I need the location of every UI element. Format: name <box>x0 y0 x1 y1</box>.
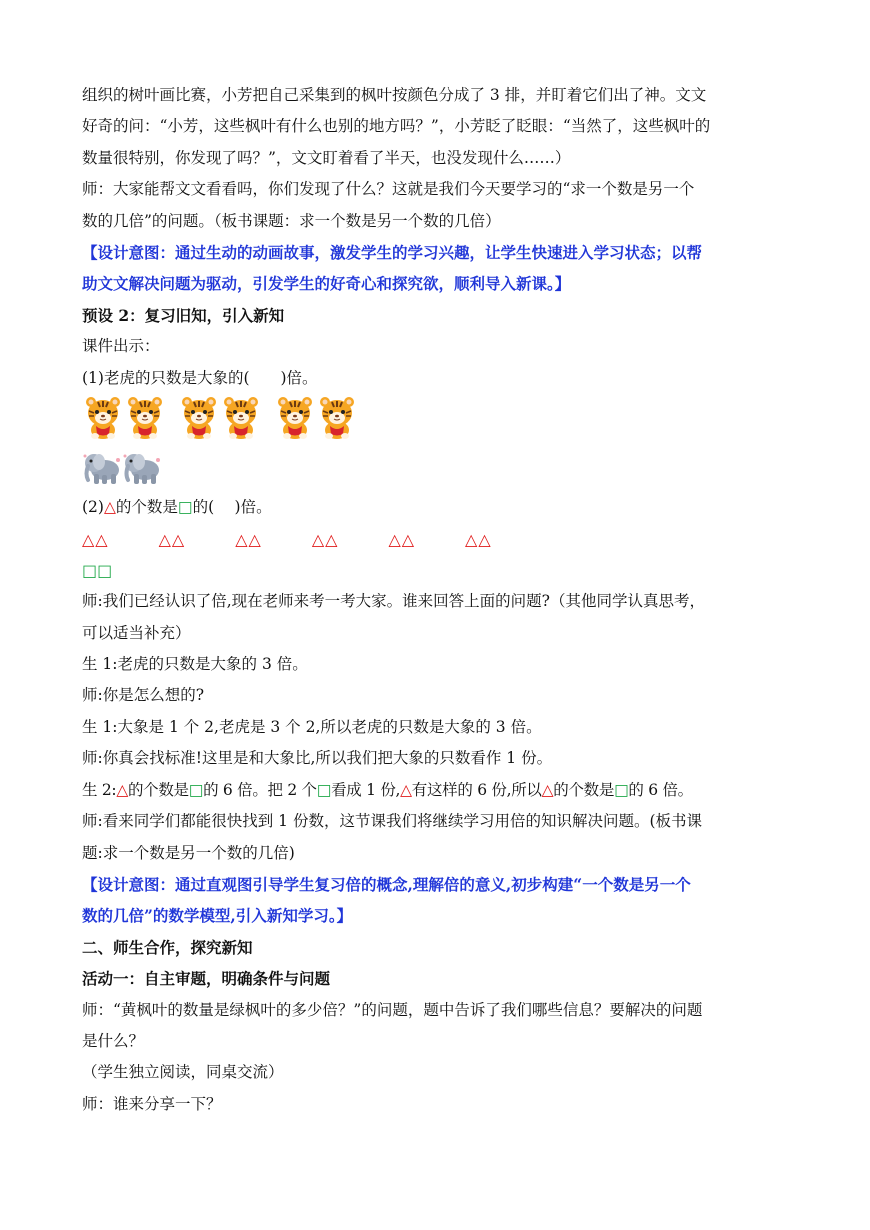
q2-prefix: (2) <box>82 498 104 517</box>
question-2 <box>82 492 794 523</box>
triangle-group: △△ <box>311 529 339 549</box>
elephant-row <box>82 446 794 490</box>
tiger-icon <box>178 396 220 444</box>
s2-part-b: 的个数是 <box>127 780 189 799</box>
triangle-symbol: △ <box>103 498 116 517</box>
preset-2-heading: 预设 2：复习旧知，引入新知 <box>82 305 285 325</box>
elephant-icon <box>122 446 162 490</box>
triangle-symbol: △ <box>400 780 412 799</box>
triangle-group: △△ <box>82 529 109 549</box>
teacher-line-2b: 可以适当补充） <box>82 623 191 642</box>
teacher-line-7: 师：谁来分享一下？ <box>82 1094 222 1113</box>
student-1-answer: 生 1:老虎的只数是大象的 3 倍。 <box>82 655 308 674</box>
triangle-row <box>82 523 794 554</box>
s2-part-d: 看成 1 份, <box>331 780 401 799</box>
question-1: (1)老虎的只数是大象的( )倍。 <box>82 368 318 387</box>
q2-mid: 的个数是 <box>115 498 178 517</box>
elephant-icon <box>82 446 122 490</box>
design-intent-1b: 助文文解决问题为驱动，引发学生的好奇心和探究欲，顺利导入新课。】 <box>82 274 571 294</box>
triangle-symbol: △ <box>541 780 554 799</box>
intro-line-1: 组织的树叶画比赛，小芳把自己采集到的枫叶按颜色分成了 3 排，并盯着它们出了神。文文 <box>82 86 707 104</box>
teacher-line-1a: 师：大家能帮文文看看吗，你们发现了什么？这就是我们今天要学习的“求一个数是另一个 <box>82 180 695 199</box>
design-intent-2a: 【设计意图：通过直观图引导学生复习倍的概念,理解倍的意义,初步构建“一个数是另一个 <box>82 874 691 894</box>
square-symbol: □ <box>316 780 332 799</box>
s2-part-c: 的 6 倍。把 2 个 <box>203 780 317 799</box>
tiger-row <box>82 396 794 444</box>
design-intent-2b: 数的几倍”的数学模型,引入新知学习。】 <box>82 906 353 926</box>
triangle-symbol: △ <box>116 780 128 799</box>
square-row <box>82 555 794 586</box>
teacher-line-3: 师:你是怎么想的? <box>82 686 205 705</box>
student-2-answer <box>82 775 794 806</box>
triangle-group: △△ <box>465 529 492 549</box>
teacher-line-5b: 题:求一个数是另一个数的几倍) <box>82 843 295 862</box>
section-2-heading: 二、师生合作，探究新知 <box>82 937 253 957</box>
s2-part-a: 生 2: <box>82 780 117 799</box>
teacher-line-6b: 是什么？ <box>82 1031 145 1050</box>
courseware-label: 课件出示： <box>82 337 160 356</box>
s2-part-e: 有这样的 6 份,所以 <box>411 780 542 799</box>
intro-line-2: 好奇的问：“小芳，这些枫叶有什么也别的地方吗？”，小芳眨了眨眼：“当然了，这些枫叶的 <box>82 117 711 136</box>
s2-part-f: 的个数是 <box>553 780 615 799</box>
teacher-line-1b: 数的几倍”的问题。（板书课题：求一个数是另一个数的几倍） <box>82 211 501 230</box>
s2-part-g: 的 6 倍。 <box>628 780 693 799</box>
square-group: □□ <box>82 561 113 581</box>
teacher-line-5a: 师:看来同学们都能很快找到 1 份数，这节课我们将继续学习用倍的知识解决问题。(板书课 <box>82 812 702 831</box>
tiger-icon <box>82 396 124 444</box>
tiger-icon <box>274 396 316 444</box>
teacher-line-2a: 师:我们已经认识了倍,现在老师来考一考大家。谁来回答上面的问题?（其他同学认真思考， <box>82 592 705 611</box>
teacher-line-6a: 师：“黄枫叶的数量是绿枫叶的多少倍？”的问题，题中告诉了我们哪些信息？要解决的问题 <box>82 1000 703 1019</box>
design-intent-1a: 【设计意图：通过生动的动画故事，激发学生的学习兴趣，让学生快速进入学习状态；以帮 <box>82 243 703 263</box>
triangle-group: △△ <box>388 529 416 549</box>
triangle-group: △△ <box>235 529 262 549</box>
activity-1-heading: 活动一：自主审题，明确条件与问题 <box>82 969 331 989</box>
student-activity: （学生独立阅读，同桌交流） <box>82 1063 284 1082</box>
square-symbol: □ <box>177 498 193 517</box>
square-symbol: □ <box>614 780 629 799</box>
document-page <box>82 80 794 1120</box>
q2-suffix: 的( )倍。 <box>192 498 272 517</box>
teacher-line-4: 师:你真会找标准!这里是和大象比,所以我们把大象的只数看作 1 份。 <box>82 749 553 768</box>
intro-line-3: 数量很特别，你发现了吗？”，文文盯着看了半天，也没发现什么……） <box>82 148 571 167</box>
tiger-icon <box>316 396 358 444</box>
tiger-icon <box>124 396 166 444</box>
triangle-group: △△ <box>158 529 186 549</box>
student-1-explain: 生 1:大象是 1 个 2,老虎是 3 个 2,所以老虎的只数是大象的 3 倍。 <box>82 717 542 736</box>
tiger-icon <box>220 396 262 444</box>
square-symbol: □ <box>188 780 204 799</box>
